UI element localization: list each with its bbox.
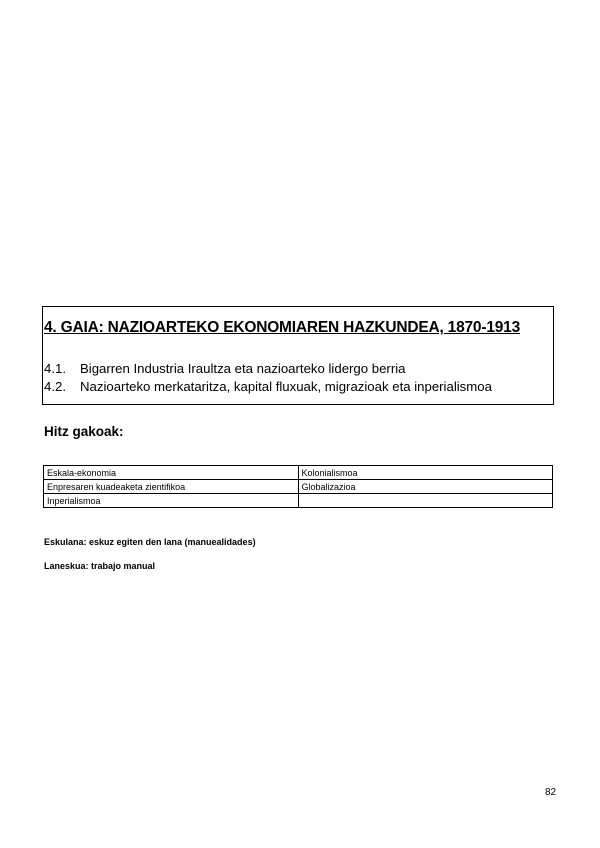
section-item	[44, 361, 405, 376]
section-number: 4.2.	[44, 379, 66, 394]
table-cell: Inperialismoa	[44, 494, 299, 508]
section-item	[44, 379, 492, 394]
table-row	[44, 466, 553, 480]
table-cell: Eskala-ekonomia	[44, 466, 299, 480]
section-text: Bigarren Industria Iraultza eta nazioarteko lidergo berria	[80, 361, 406, 376]
chapter-title: 4. GAIA: NAZIOARTEKO EKONOMIAREN HAZKUNDEA, 1870-1913	[44, 319, 521, 336]
table-cell: Enpresaren kuadeaketa zientifikoa	[44, 480, 299, 494]
table-cell: Kolonialismoa	[298, 466, 553, 480]
table-row	[44, 480, 553, 494]
section-number: 4.1.	[44, 361, 66, 376]
keywords-table	[43, 465, 553, 508]
table-cell: Globalizazioa	[298, 480, 553, 494]
table-row	[44, 494, 553, 508]
chapter-box	[42, 306, 554, 405]
keywords-heading: Hitz gakoak:	[44, 424, 124, 439]
note: Eskulana: eskuz egiten den lana (manuealidades)	[44, 537, 256, 547]
note: Laneskua: trabajo manual	[44, 561, 156, 571]
table-cell	[298, 494, 553, 508]
section-text: Nazioarteko merkataritza, kapital fluxuak, migrazioak eta inperialismoa	[80, 379, 492, 394]
page-number: 82	[545, 787, 557, 798]
